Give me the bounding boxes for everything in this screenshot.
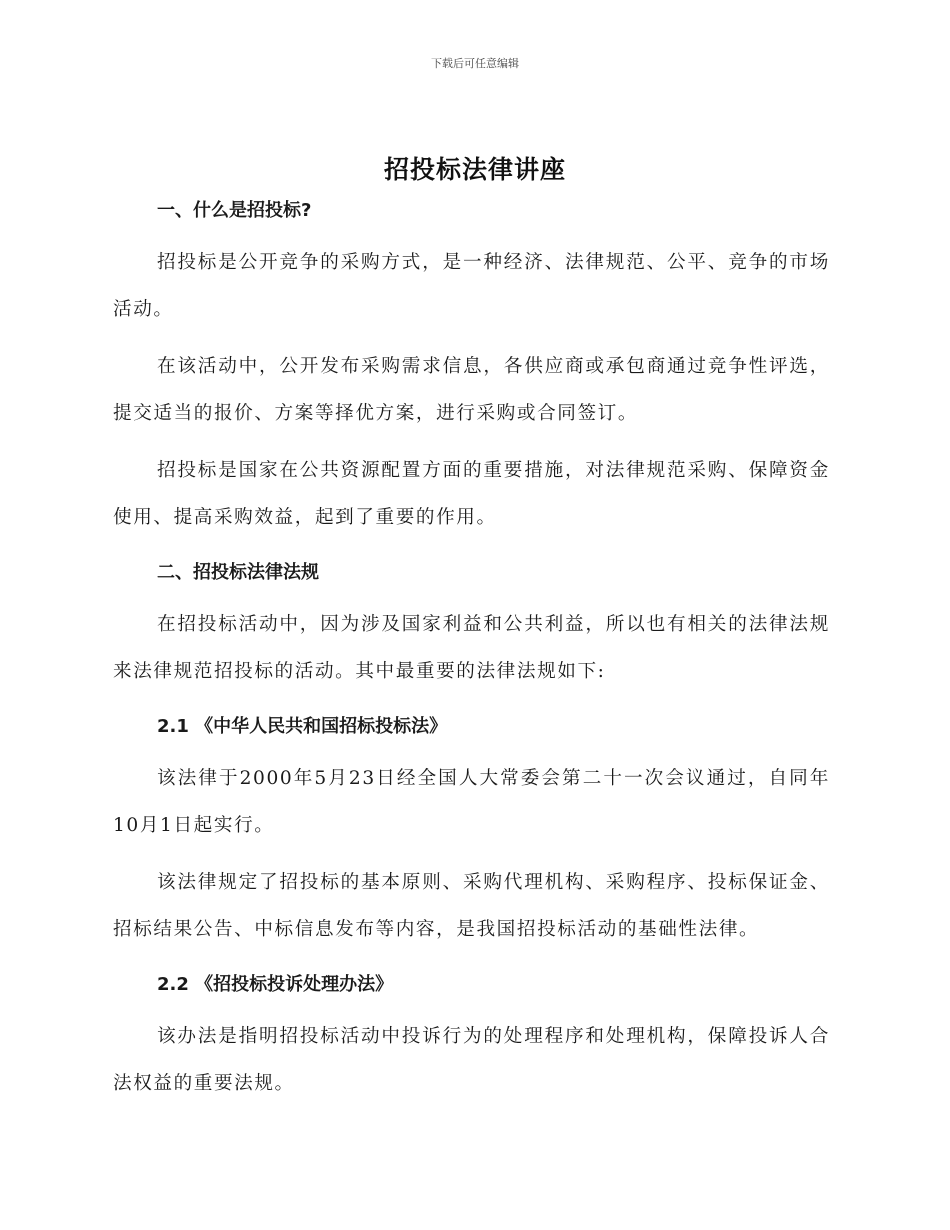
section-2-heading: 二、招投标法律法规 (157, 562, 319, 583)
section-2-2-paragraph-1: 该办法是指明招投标活动中投诉行为的处理程序和处理机构，保障投诉人合法权益的重要法规。 (113, 1026, 830, 1094)
section-2-1-paragraph-1: 该法律于2000年5月23日经全国人大常委会第二十一次会议通过，自同年10月1日起实行。 (113, 768, 830, 836)
section-2-paragraph-1: 在招投标活动中，因为涉及国家利益和公共利益，所以也有相关的法律法规来法律规范招投标的活动。其中最重要的法律法规如下: (113, 614, 830, 682)
section-2-1-paragraph-2: 该法律规定了招投标的基本原则、采购代理机构、采购程序、投标保证金、招标结果公告、中标信息发布等内容，是我国招投标活动的基础性法律。 (113, 872, 830, 940)
section-2-2-heading: 2.2 《招投标投诉处理办法》 (157, 974, 394, 995)
section-1-heading: 一、什么是招投标? (157, 200, 312, 221)
header-note: 下载后可任意编辑 (431, 57, 519, 70)
document-body (113, 193, 830, 1107)
section-1-paragraph-2: 在该活动中，公开发布采购需求信息，各供应商或承包商通过竞争性评选，提交适当的报价、方案等择优方案，进行采购或合同签订。 (113, 356, 830, 424)
document-title: 招投标法律讲座 (383, 155, 566, 184)
section-2-1-heading: 2.1 《中华人民共和国招标投标法》 (157, 716, 448, 737)
section-1-paragraph-1: 招投标是公开竞争的采购方式，是一种经济、法律规范、公平、竞争的市场活动。 (113, 252, 830, 320)
section-1-paragraph-3: 招投标是国家在公共资源配置方面的重要措施，对法律规范采购、保障资金使用、提高采购效益，起到了重要的作用。 (113, 460, 830, 528)
